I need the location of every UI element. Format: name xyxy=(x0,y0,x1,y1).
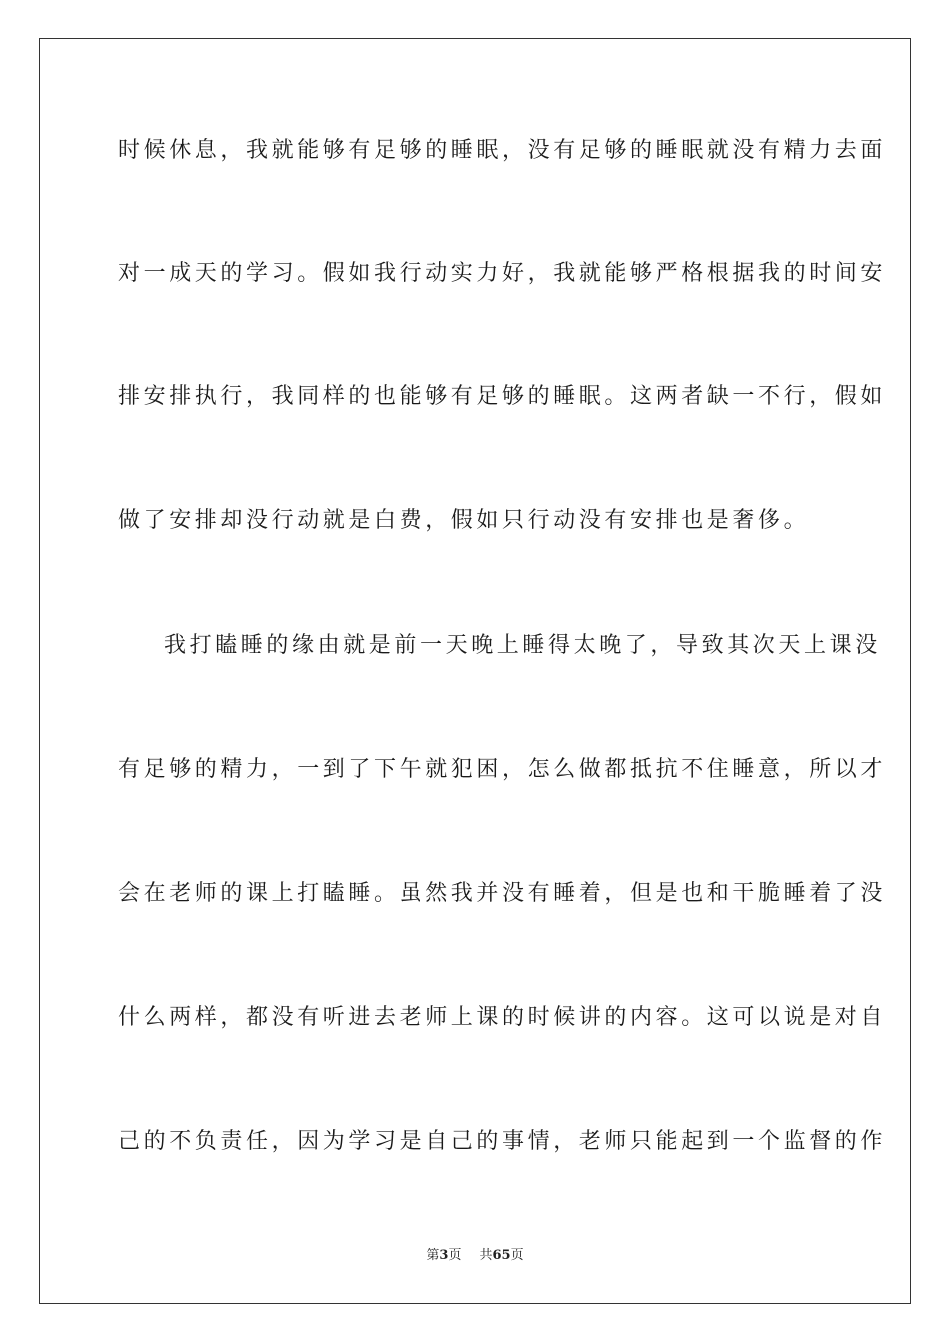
page-border xyxy=(39,38,911,1304)
body-text-line-5: 我打瞌睡的缘由就是前一天晚上睡得太晚了，导致其次天上课没 xyxy=(164,633,881,658)
body-text-line-8: 什么两样，都没有听进去老师上课的时候讲的内容。这可以说是对自 xyxy=(118,1005,887,1030)
body-text-line-4: 做了安排却没行动就是白费，假如只行动没有安排也是奢侈。 xyxy=(118,508,810,533)
page-suffix: 页 xyxy=(448,1248,462,1263)
body-text-line-1: 时候休息，我就能够有足够的睡眠，没有足够的睡眠就没有精力去面 xyxy=(118,138,887,163)
body-text-line-7: 会在老师的课上打瞌睡。虽然我并没有睡着，但是也和干脆睡着了没 xyxy=(118,881,887,906)
page-footer xyxy=(0,1247,950,1265)
body-text-line-3: 排安排执行，我同样的也能够有足够的睡眠。这两者缺一不行，假如 xyxy=(118,384,887,409)
total-prefix: 共 xyxy=(479,1248,493,1263)
page-number: 3 xyxy=(439,1248,449,1263)
total-suffix: 页 xyxy=(510,1248,524,1263)
body-text-line-9: 己的不负责任，因为学习是自己的事情，老师只能起到一个监督的作 xyxy=(118,1129,887,1154)
body-text-line-6: 有足够的精力，一到了下午就犯困，怎么做都抵抗不住睡意，所以才 xyxy=(118,757,887,782)
body-text-line-2: 对一成天的学习。假如我行动实力好，我就能够严格根据我的时间安 xyxy=(118,261,887,286)
page-prefix: 第 xyxy=(426,1248,440,1263)
total-pages: 65 xyxy=(492,1248,511,1263)
